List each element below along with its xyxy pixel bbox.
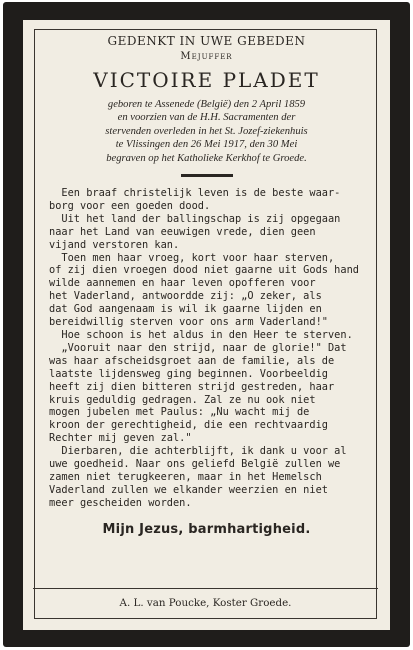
text-line: Hoe schoon is het aldus in den Heer te sterven. [49,329,353,341]
biography-intro [37,98,376,165]
heading-prayer-request: GEDENKT IN UWE GEBEDEN [107,34,306,48]
text-line: dat God aangenaam is wil ik gaarne lijden en [49,303,322,316]
text-line: of zij dien vroegen dood niet gaarne uit Gods hand [49,264,359,277]
text-line: Vaderland zullen we elkander weerzien en niet [49,483,328,496]
memorial-text [37,187,376,510]
heading-title: Mejuffer [180,51,233,62]
intro-line: te Vlissingen den 26 Mei 1917, den 30 Mei [115,139,298,151]
text-line: uwe goedheid. Naar ons geliefd België zullen we [49,458,341,471]
text-line: vijand verstoren kan. [49,238,180,251]
text-line: het Vaderland, antwoordde zij: „O zeker, als [49,290,322,303]
memorial-card [3,2,410,647]
intro-line: en voorzien van de H.H. Sacramenten der [117,112,296,124]
text-line: mogen jubelen met Paulus: „Nu wacht mij de [49,406,310,419]
text-line: laatste lijdensweg ging beginnen. Voorbeeldig [49,367,328,380]
text-line: was haar afscheidsgroet aan de familie, als de [49,354,335,367]
text-line: meer gescheiden worden. [49,496,192,509]
card-paper [23,20,390,630]
text-line: Dierbaren, die achterblijft, ik dank u voor al [49,445,347,458]
intro-line: geboren te Assenede (België) den 2 April 1859 [107,99,306,110]
text-line: Een braaf christelijk leven is de beste waar- [49,187,341,200]
text-line: borg voor een goeden dood. [49,199,211,212]
intro-line: begraven op het Katholieke Kerkhof te Groede. [106,152,307,164]
text-line: „Vooruit naar den strijd, naar de glorie!" Dat [49,341,347,354]
text-line: Rechter mij geven zal." [49,432,192,445]
printer-credit: A. L. van Poucke, Koster Groede. [119,597,292,609]
text-line: Toen men haar vroeg, kort voor haar sterven, [49,251,335,264]
text-line: kroon der gerechtigheid, die een rechtvaardig [49,419,328,432]
text-line: heeft zij dien bitteren strijd gestreden, haar [49,380,335,393]
divider-rule [181,174,233,177]
text-line: Uit het land der ballingschap is zij opgegaan [49,212,341,225]
text-line: wilde aannemen en haar leven opofferen voor [49,277,316,290]
text-line: bereidwillig sterven voor ons arm Vaderland!" [49,316,328,329]
text-line: zamen niet terugkeeren, maar in het Hemelsch [49,470,322,483]
footer-divider [33,588,378,589]
closing-prayer: Mijn Jezus, barmhartigheid. [102,521,311,537]
text-line: naar het Land van eeuwigen vrede, dien geen [49,225,316,238]
card-content [37,34,376,537]
deceased-name: VICTOIRE PLADET [93,68,320,92]
text-line: kruis geduldig gedragen. Zal ze nu ook niet [49,393,316,406]
intro-line: stervenden overleden in het St. Jozef-ziekenhuis [105,125,308,137]
